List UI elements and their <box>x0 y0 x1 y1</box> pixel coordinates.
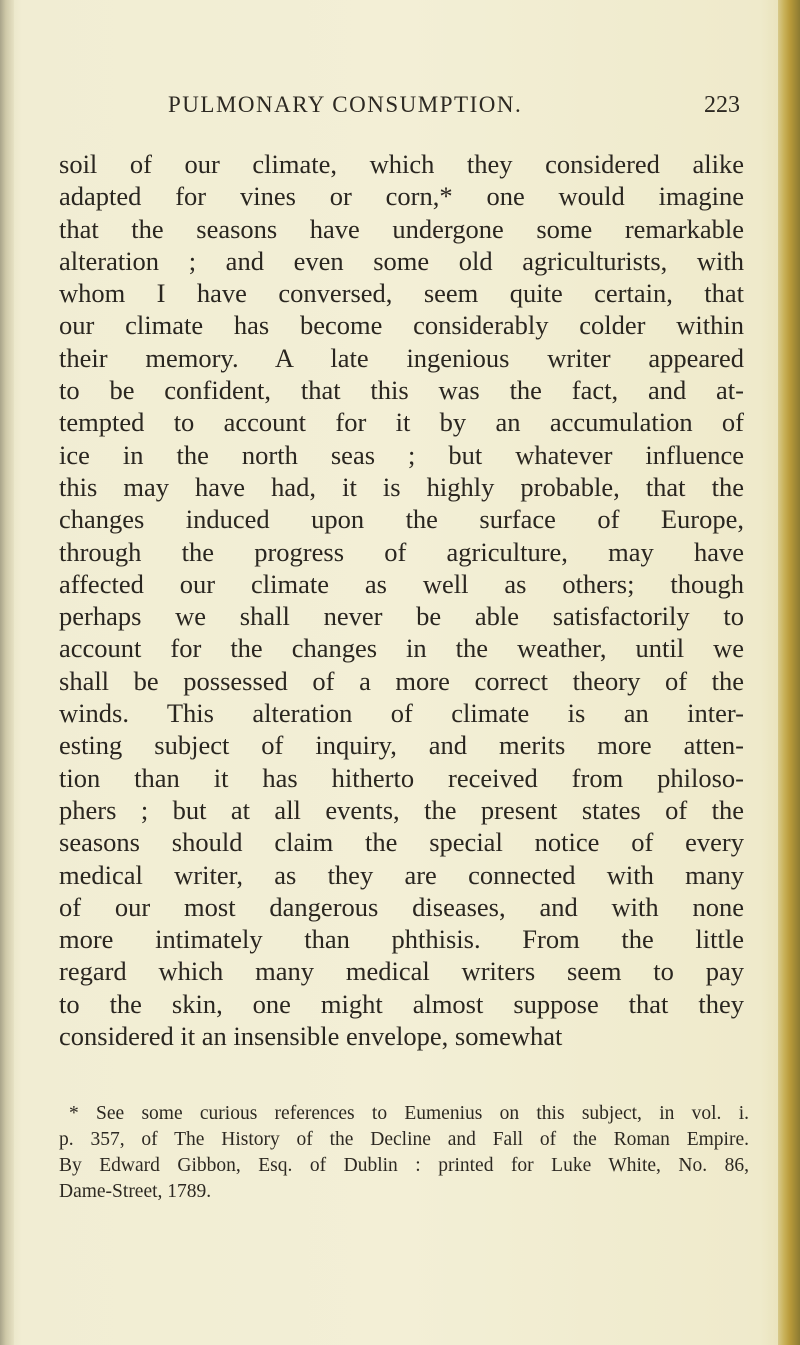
text-line: medical writer, as they are connected with many <box>59 859 744 890</box>
text-line: of our most dangerous diseases, and with none <box>59 891 744 922</box>
running-head: PULMONARY CONSUMPTION. <box>168 92 523 117</box>
text-line: shall be possessed of a more correct theory of the <box>59 665 744 696</box>
text-line: their memory. A late ingenious writer appeared <box>59 342 744 373</box>
text-line: considered it an insensible envelope, somewhat <box>59 1021 563 1052</box>
text-line: ice in the north seas ; but whatever influence <box>59 439 744 470</box>
text-line: tion than it has hitherto received from philoso- <box>59 762 744 793</box>
text-line: to be confident, that this was the fact, and at- <box>59 375 744 406</box>
text-line: alteration ; and even some old agriculturists, with <box>59 245 744 276</box>
text-line: phers ; but at all events, the present states of the <box>59 794 744 825</box>
footnote-line: By Edward Gibbon, Esq. of Dublin : printed for Luke White, No. 86, <box>59 1155 749 1176</box>
text-line: whom I have conversed, seem quite certain, that <box>59 278 744 309</box>
text-line: soil of our climate, which they considered alike <box>59 149 744 179</box>
footnote-line: p. 357, of The History of the Decline and Fall of the Roman Empire. <box>59 1129 749 1150</box>
text-line: that the seasons have undergone some remarkable <box>59 213 744 244</box>
body-text <box>59 148 744 1052</box>
text-line: affected our climate as well as others; though <box>59 568 744 599</box>
footnote-line: Dame-Street, 1789. <box>59 1181 212 1202</box>
text-line: esting subject of inquiry, and merits more atten- <box>59 730 744 761</box>
text-line: account for the changes in the weather, until we <box>59 633 744 664</box>
text-line: seasons should claim the special notice of every <box>59 827 744 858</box>
page-number: 223 <box>704 92 740 118</box>
page-gutter <box>0 0 14 1345</box>
text-line: tempted to account for it by an accumulation of <box>59 407 744 438</box>
text-line: perhaps we shall never be able satisfactorily to <box>59 601 744 632</box>
text-line: changes induced upon the surface of Europe, <box>59 504 744 535</box>
text-line: more intimately than phthisis. From the little <box>59 924 744 955</box>
footnote-line: * See some curious references to Eumenius on this subject, in vol. i. <box>69 1103 749 1124</box>
text-line: adapted for vines or corn,* one would imagine <box>59 181 744 212</box>
text-line: regard which many medical writers seem to pay <box>59 956 744 987</box>
text-line: winds. This alteration of climate is an inter- <box>59 698 744 729</box>
text-line: our climate has become considerably colder within <box>59 310 744 341</box>
page-header <box>60 92 750 132</box>
footnote <box>59 1101 749 1205</box>
text-line: to the skin, one might almost suppose that they <box>59 988 744 1019</box>
page-edge <box>778 0 800 1345</box>
text-line: through the progress of agriculture, may have <box>59 536 744 567</box>
text-line: this may have had, it is highly probable, that the <box>59 471 744 502</box>
